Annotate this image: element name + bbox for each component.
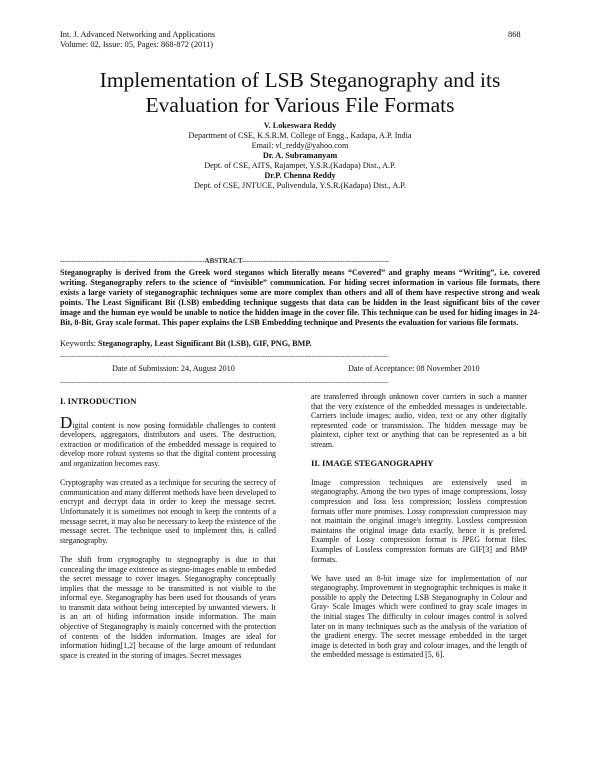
rule-line-2: --------------------------------------------------------------------------------------------------------------------------------------------- [60, 378, 389, 386]
acceptance-date: Date of Acceptance: 08 November 2010 [348, 364, 480, 373]
keywords-list: Steganography, Least Significant Bit (LSB), GIF, PNG, BMP. [97, 339, 312, 348]
section-heading-image-steganography: II. IMAGE STEGANOGRAPHY [311, 458, 434, 469]
keywords [60, 339, 312, 348]
submission-date: Date of Submission: 24, August 2010 [112, 364, 235, 373]
right-paragraph-2: We have used an 8-bit image size for implementation of our steganography. Improvement in stegnographic techniques is make it possible to apply the Detecting LSB Steganography in Colour and Gray- Scale Images which were confined to gray scale images in the initial stages The difficulty in colour images control is solved later on in many techniques such as the analysis of the variation of the gradient energy. The secret message embedded in the target image is detected in both gray and colour images, and the length of the embedded message is estimated [5, 6]. [311, 573, 527, 660]
right-column [311, 392, 527, 670]
intro-paragraph-3: The shift from cryptography to stegnography is due to that concealing the image existence as stegno-images enable to embeded the secret message to cover images. Steganography conceptually implies that the message to be transmitted is not visible to the informal eye. Steganography has been used for thousands of years to transmit data without being intercepted by unwanted viewers. It is an art of hiding information inside information. The main objective of Steganography is mainly concerned with the protection of contents of the hidden information. Images are ideal for information hiding[1,2] because of the large amount of redundant space is created in the storing of images. Secret messages [60, 554, 276, 660]
journal-name: Int. J. Advanced Networking and Applications [60, 30, 216, 39]
intro-paragraph-1: Digital content is now posing formidable challenges to content developers, aggregators, distributors and users. The destruction, extraction or modification of the embedded message is required to develop more robust systems so that the digital content processing and organization becomes easy. [60, 412, 276, 468]
right-paragraph-0: are transferred through unknown cover carriers in such a manner that the very existence of the embedded messages is undetectable. Carriers include images; audio, video, text or any other digitally represented code or transmission. The hidden message may be plaintext, cipher text or anything that can be represented as a bit stream. [311, 392, 527, 449]
intro-paragraph-2: Cryptography was created as a technique for securing the secrecy of communication and many different methods have been developed to encrypt and decrypt data in order to keep the message secret. Unfortunately it is sometimes not enough to keep the contents of a message secret, it may also be necessary to keep the existence of the message secret. The technique used to implement this, is called steganography. [60, 478, 276, 545]
page-number: 868 [508, 30, 521, 39]
rule-line-1: --------------------------------------------------------------------------------------------------------------------------------------------- [60, 352, 389, 360]
left-column [60, 397, 276, 670]
journal-volume: Volume: 02, Issue: 05, Pages: 868-872 (2011) [60, 40, 214, 49]
author-1-email: Email: vl_reddy@yahoo.com [251, 141, 349, 150]
author-3-name: Dr.P. Chenna Reddy [264, 171, 336, 180]
author-2-name: Dr. A. Subramanyam [262, 151, 338, 160]
author-2-affiliation: Dept. of CSE, AITS, Rajampet, Y.S.R.(Kadapa) Dist., A.P. [204, 161, 396, 170]
paper-title [40, 68, 560, 118]
abstract-rule: --------------------------------------------------------------ABSTRACT--------------------------------------------------------------- [60, 257, 389, 265]
section-heading-introduction: I. INTRODUCTION [60, 396, 137, 406]
author-1-name: V. Lokeswara Reddy [263, 121, 337, 130]
title-line-2: Evaluation for Various File Formats [145, 93, 455, 117]
title-line-1: Implementation of LSB Steganography and its [99, 68, 501, 92]
keywords-label: Keywords: [60, 339, 96, 348]
dropcap: D [60, 412, 73, 432]
right-paragraph-1: Image compression techniques are extensively used in steganography. Among the two types of image compressions, lossy compression and loss less compression; lossless compression formats offer more promises. Lossy compression compression may not maintain the original image's integrity. Lossless compression maintains the original image data exactly, hence it is prefered. Example of Lossy compression format is JPEG format files. Examples of Lossless compression formats are GIF[3] and BMP formats. [311, 477, 527, 564]
author-1-affiliation: Department of CSE, K.S.R.M. College of Engg., Kadapa, A.P. India [188, 131, 412, 140]
author-3-affiliation: Dept. of CSE, JNTUCE, Pulivendula, Y.S.R.(Kadapa) Dist., A.P. [194, 181, 406, 190]
abstract-text: Steganography is derived from the Greek word steganos which literally means “Covered” and graphy means “Writing”, i.e. covered writing. Steganography refers to the science of “invisible” communication. For hiding secret information in various file formats, there exists a large variety of steganographic techniques some are more complex than others and all of them have respective strong and weak points. The Least Significant Bit (LSB) embedding technique suggests that data can be hidden in the least significant bits of the cover image and the human eye would be unable to notice the hidden image in the cover file. This technique can be used for hiding images in 24-Bit, 8-Bit, Gray scale format. This paper explains the LSB Embedding technique and Presents the evaluation for various file formats. [60, 268, 540, 327]
